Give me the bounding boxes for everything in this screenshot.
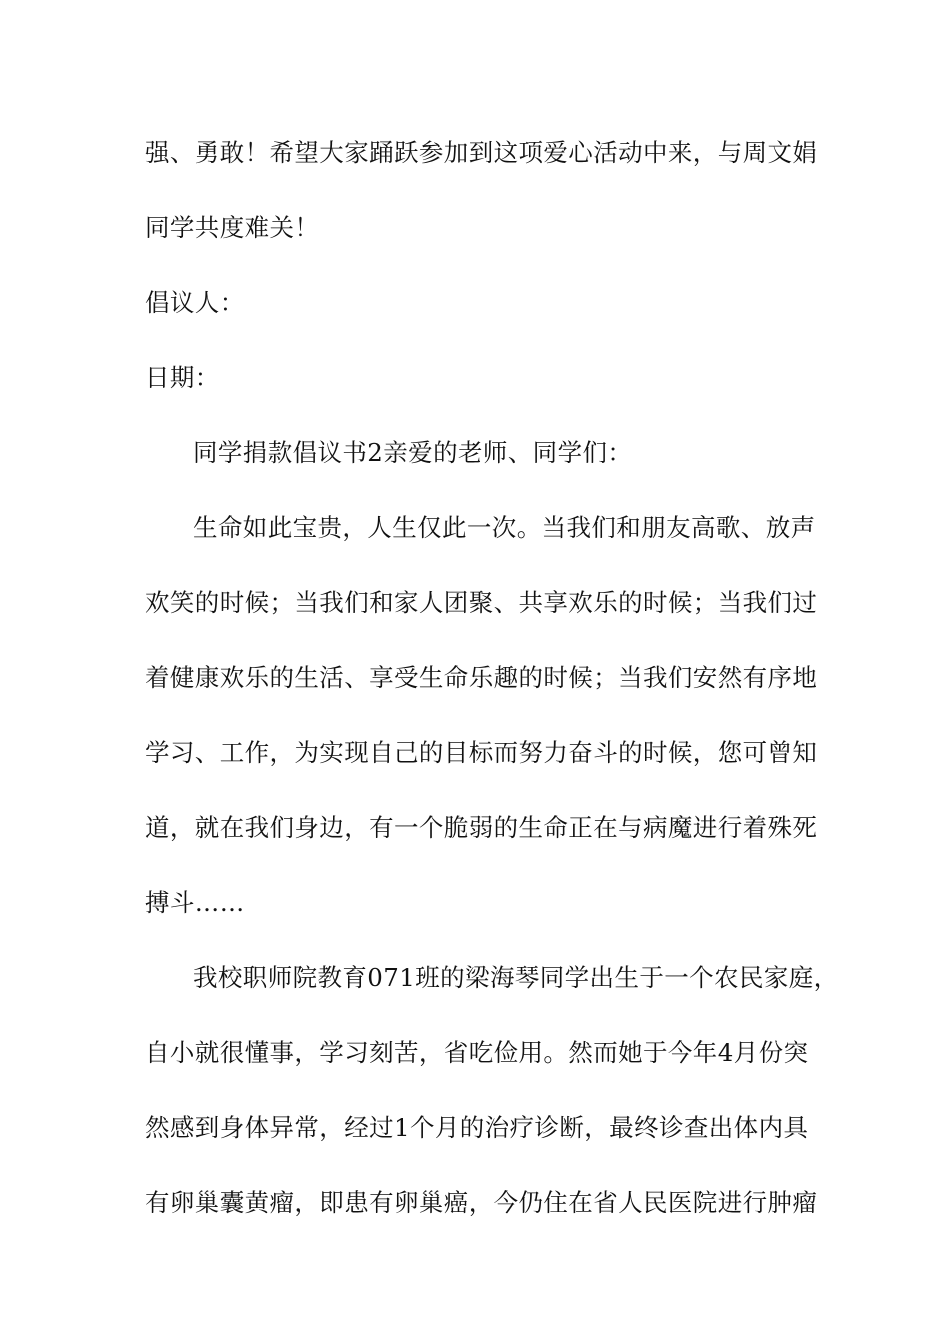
text-line: 搏斗…… [145,888,245,917]
text-line: 然感到身体异常，经过1个月的治疗诊断，最终诊查出体内具 [145,1113,809,1142]
text-line: 同学共度难关！ [145,213,320,242]
text-line: 着健康欢乐的生活、享受生命乐趣的时候；当我们安然有序地 [145,663,818,692]
text-line: 强、勇敢！希望大家踊跃参加到这项爱心活动中来，与周文娟 [145,138,818,167]
text-line: 我校职师院教育071班的梁海琴同学出生于一个农民家庭， [193,963,839,992]
text-line: 有卵巢囊黄瘤，即患有卵巢癌，今仍住在省人民医院进行肿瘤 [145,1188,818,1217]
text-line: 自小就很懂事，学习刻苦，省吃俭用。然而她于今年4月份突 [145,1038,809,1067]
proposer-label: 倡议人： [145,288,245,317]
text-line: 欢笑的时候；当我们和家人团聚、共享欢乐的时候；当我们过 [145,588,818,617]
text-line: 生命如此宝贵，人生仅此一次。当我们和朋友高歌、放声 [193,513,816,542]
text-line: 道，就在我们身边，有一个脆弱的生命正在与病魔进行着殊死 [145,813,818,842]
section-heading: 同学捐款倡议书2亲爱的老师、同学们： [193,438,633,467]
text-line: 学习、工作，为实现自己的目标而努力奋斗的时候，您可曾知 [145,738,818,767]
date-label: 日期： [145,363,220,392]
